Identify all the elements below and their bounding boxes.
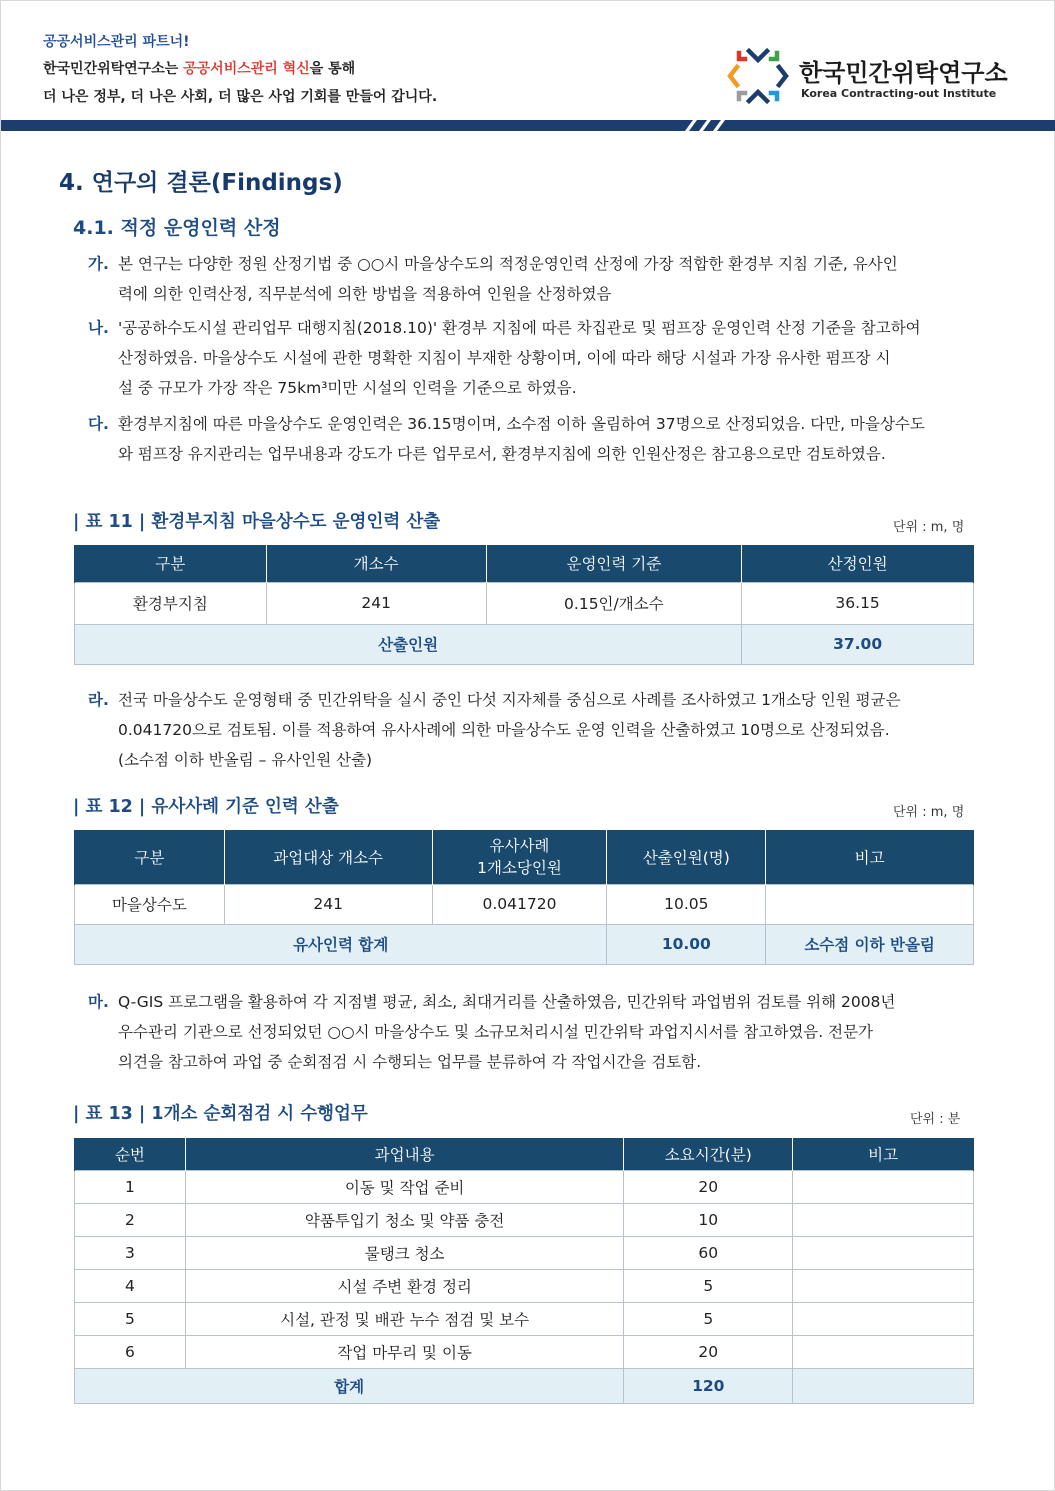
paragraph-na [88,313,980,403]
table-row [75,1302,974,1335]
column-header: 과업내용 [185,1138,623,1170]
table-cell: 작업 마무리 및 이동 [185,1335,623,1368]
sum-note: 소수점 이하 반올림 [766,924,974,964]
paragraph-ma [88,987,972,1077]
table-cell [793,1269,974,1302]
table-cell: 6 [75,1335,186,1368]
paragraph-marker: 마. [88,993,109,1011]
table-cell: 10.05 [607,884,766,924]
sum-value: 120 [624,1368,793,1403]
column-header: 개소수 [266,545,486,582]
logo-text-korean: 한국민간위탁연구소 [799,59,1008,87]
table-cell: 마을상수도 [75,884,225,924]
sum-label: 합계 [75,1368,624,1403]
table-cell: 5 [75,1302,186,1335]
table-cell: 5 [624,1269,793,1302]
sum-label: 산출인원 [75,624,742,664]
tagline-1: 공공서비스관리 파트너! [43,34,190,50]
sum-value: 37.00 [742,624,974,664]
paragraph-marker: 나. [88,319,109,337]
column-header: 소요시간(분) [624,1138,793,1170]
sum-note [793,1368,974,1403]
paragraph-ra [88,685,972,775]
column-header-line: 1개소당인원 [477,858,562,877]
paragraph-line: 의견을 참고하여 과업 중 순회점검 시 수행되는 업무를 분류하여 각 작업시간을 검토함. [118,1053,702,1071]
tagline-3: 더 나은 정부, 더 나은 사회, 더 많은 사업 기회를 만들어 갑니다. [43,89,438,105]
table-cell: 약품투입기 청소 및 약품 충전 [185,1203,623,1236]
institute-logo-icon [727,45,789,107]
table-13-title: | 표 13 | 1개소 순회점검 시 수행업무 [73,1104,368,1124]
column-header [432,830,607,884]
column-header: 비고 [793,1138,974,1170]
table-cell: 0.041720 [432,884,607,924]
paragraph-marker: 라. [88,691,109,709]
table-cell: 60 [624,1236,793,1269]
table-cell [793,1236,974,1269]
paragraph-line: 0.041720으로 검토됨. 이를 적용하여 유사사례에 의한 마을상수도 운영 인력을 산출하였고 10명으로 산정되었음. [118,721,890,739]
table-cell: 이동 및 작업 준비 [185,1170,623,1203]
paragraph-marker: 다. [88,415,109,433]
table-cell: 물탱크 청소 [185,1236,623,1269]
table-12 [74,830,974,965]
paragraph-ga [88,249,972,309]
column-header: 순번 [75,1138,186,1170]
paragraph-marker: 가. [88,255,109,273]
table-cell: 시설 주변 환경 정리 [185,1269,623,1302]
table-cell [793,1335,974,1368]
table-row [75,1170,974,1203]
table-cell: 20 [624,1170,793,1203]
column-header: 산출인원(명) [607,830,766,884]
table-header-row [75,545,974,582]
table-12-title: | 표 12 | 유사사례 기준 인력 산출 [73,797,339,817]
logo-text-english: Korea Contracting-out Institute [801,87,997,100]
table-cell: 0.15인/개소수 [486,582,742,624]
table-sum-row [75,1368,974,1403]
paragraph-line: 와 펌프장 유지관리는 업무내용과 강도가 다른 업무로서, 환경부지침에 의한 인원산정은 참고용으로만 검토하였음. [118,445,886,463]
table-row [75,1335,974,1368]
tagline-2-part-a: 한국민간위탁연구소는 [43,61,184,77]
table-row [75,1236,974,1269]
table-row [75,884,974,924]
section-subtitle: 4.1. 적정 운영인력 산정 [73,217,281,239]
table-cell: 5 [624,1302,793,1335]
table-12-unit: 단위 : m, 명 [893,805,965,820]
table-sum-row [75,924,974,964]
sum-label: 유사인력 합계 [75,924,607,964]
table-cell [793,1203,974,1236]
column-header-line: 유사사례 [489,836,550,855]
table-cell: 시설, 관정 및 배관 누수 점검 및 보수 [185,1302,623,1335]
paragraph-da [88,409,980,469]
column-header: 운영인력 기준 [486,545,742,582]
table-cell: 환경부지침 [75,582,267,624]
paragraph-line: 전국 마을상수도 운영형태 중 민간위탁을 실시 중인 다섯 지자체를 중심으로 사례를 조사하였고 1개소당 인원 평균은 [118,691,901,709]
column-header: 구분 [75,545,267,582]
table-cell: 10 [624,1203,793,1236]
paragraph-line: '공공하수도시설 관리업무 대행지침(2018.10)' 환경부 지침에 따른 차집관로 및 펌프장 운영인력 산정 기준을 참고하여 [118,319,921,337]
table-11 [74,545,974,665]
paragraph-line: 우수관리 기관으로 선정되었던 ○○시 마을상수도 및 소규모처리시설 민간위탁 과업지시서를 참고하였음. 전문가 [118,1023,874,1041]
paragraph-line: 력에 의한 인력산정, 직무분석에 의한 방법을 적용하여 인원을 산정하였음 [118,285,612,303]
paragraph-line: 본 연구는 다양한 정원 산정기법 중 ○○시 마을상수도의 적정운영인력 산정에 가장 적합한 환경부 지침 기준, 유사인 [118,255,898,273]
column-header: 산정인원 [742,545,974,582]
table-cell: 241 [266,582,486,624]
table-cell [793,1302,974,1335]
sum-value: 10.00 [607,924,766,964]
paragraph-line: Q-GIS 프로그램을 활용하여 각 지점별 평균, 최소, 최대거리를 산출하였음, 민간위탁 과업범위 검토를 위해 2008년 [118,993,896,1011]
table-row [75,582,974,624]
table-13 [74,1138,974,1404]
table-sum-row [75,624,974,664]
header-divider-bar [1,120,1055,131]
column-header: 과업대상 개소수 [224,830,432,884]
paragraph-line: 환경부지침에 따른 마을상수도 운영인력은 36.15명이며, 소수점 이하 올림하여 37명으로 산정되었음. 다만, 마을상수도 [118,415,925,433]
paragraph-line: 설 중 규모가 가장 작은 75km³미만 시설의 인력을 기준으로 하였음. [118,379,577,397]
section-title: 4. 연구의 결론(Findings) [59,170,343,196]
table-13-unit: 단위 : 분 [910,1112,961,1127]
column-header: 구분 [75,830,225,884]
tagline-2-part-c: 을 통해 [309,61,356,77]
tagline-2-highlight: 공공서비스관리 혁신 [183,61,310,77]
table-11-title: | 표 11 | 환경부지침 마을상수도 운영인력 산출 [73,512,441,532]
table-row [75,1203,974,1236]
table-cell [793,1170,974,1203]
table-cell: 36.15 [742,582,974,624]
table-cell: 1 [75,1170,186,1203]
table-cell: 4 [75,1269,186,1302]
table-row [75,1269,974,1302]
table-11-unit: 단위 : m, 명 [893,520,965,535]
table-cell: 241 [224,884,432,924]
tagline-2 [43,58,355,78]
table-header-row [75,830,974,884]
table-cell [766,884,974,924]
table-cell: 3 [75,1236,186,1269]
paragraph-line: 산정하였음. 마을상수도 시설에 관한 명확한 지침이 부재한 상황이며, 이에 따라 해당 시설과 가장 유사한 펌프장 시 [118,349,891,367]
column-header: 비고 [766,830,974,884]
paragraph-line: (소수점 이하 반올림 – 유사인원 산출) [118,751,373,769]
page-header [1,1,1055,121]
table-cell: 20 [624,1335,793,1368]
table-cell: 2 [75,1203,186,1236]
table-header-row [75,1138,974,1170]
